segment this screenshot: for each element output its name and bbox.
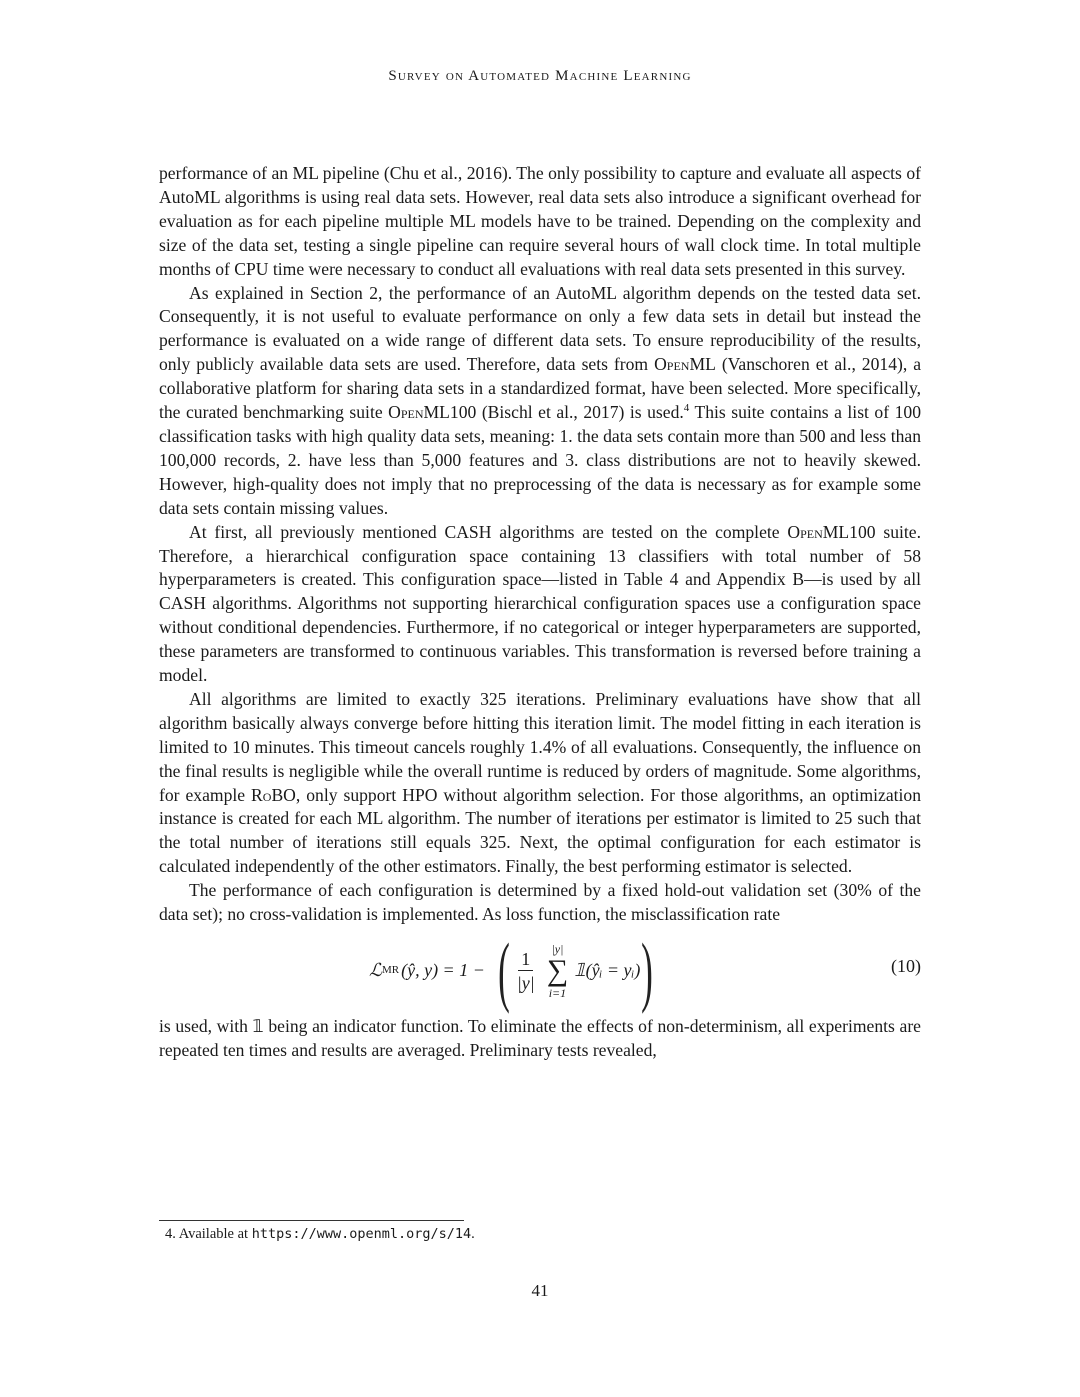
openml-name: OpenML <box>654 354 716 375</box>
footnote-rule <box>159 1220 464 1221</box>
openml100-name: OpenML100 <box>388 402 477 423</box>
loss-symbol: ℒ <box>369 960 382 981</box>
footnote-url[interactable]: https://www.openml.org/s/14 <box>251 1226 472 1242</box>
summation: |y| ∑ i=1 <box>546 942 569 1000</box>
paragraph-5: The performance of each configuration is determined by a fixed hold-out validation set (30% of the data set); no cross-validation is implemented. As loss function, the misclassification rate <box>159 880 921 925</box>
paragraph-6: is used, with 𝟙 being an indicator function. To eliminate the effects of non-determinism, all experiments are repeated ten times and results are averaged. Preliminary tests revealed, <box>159 1016 921 1060</box>
body-text <box>159 162 921 1063</box>
equation-args: (ŷ, y) = 1 − <box>401 960 485 981</box>
footnote-marker: 4 <box>683 402 690 415</box>
openml100-name: OpenML100 <box>787 521 876 542</box>
robo-name: RoBO <box>251 784 296 805</box>
fraction: $\frac{1}{|y|}$ <box>516 948 535 993</box>
paragraph-3: At first, all previously mentioned CASH algorithms are tested on the complete OpenML100 suite. Therefore, a hierarchical configuration space containing 13 classifiers with total number of 58 hyperparameters is created. This configuration space—listed in Table 4 and Appendix B—is used by all CASH algorithms. Algorithms not supporting hierarchical configuration spaces use a configuration space without conditional dependencies. Furthermore, if no categorical or integer hyperparameters are supported, these parameters are transformed to continuous variables. This transformation is reversed before training a model. <box>159 521 921 686</box>
equation-body: ℒ MR (ŷ, y) = 1 − ( $\frac{1}{|y|}$ |y| ∑ i=1 𝟙(ŷᵢ = yᵢ) ) <box>369 927 654 1014</box>
paragraph-4: All algorithms are limited to exactly 325 iterations. Preliminary evaluations have show that all algorithm basically always converge before hitting this iteration limit. The model fitting in each iteration is limited to 10 minutes. This timeout cancels roughly 1.4% of all evaluations. Consequently, the influence on the final results is negligible while the overall runtime is reduced by orders of magnitude. Some algorithms, for example RoBO, only support HPO without algorithm selection. For those algorithms, an optimization instance is created for each ML algorithm. The number of iterations per estimator is limited to 25 such that the total number of iterations still equals 325. Next, the optimal configuration for each estimator is calculated independently of the other estimators. Finally, the best performing estimator is selected. <box>159 688 922 877</box>
paragraph-1: performance of an ML pipeline (Chu et al., 2016). The only possibility to capture and evaluate all aspects of AutoML algorithms is using real data sets. However, real data sets also introduce a significant overhead for evaluation as for each pipeline multiple ML models have to be trained. Depending on the complexity and size of the data set, testing a single pipeline can require several hours of wall clock time. In total multiple months of CPU time were necessary to conduct all evaluations with real data sets presented in this survey. <box>159 163 921 279</box>
footnote-4: 4. Available at https://www.openml.org/s/14. <box>165 1226 475 1242</box>
loss-subscript: MR <box>381 964 400 977</box>
paragraph-2: As explained in Section 2, the performance of an AutoML algorithm depends on the tested data set. Consequently, it is not useful to evaluate performance on only a few data sets in detail but instead the performance is evaluated on a wide range of different data sets. To ensure reproducibility of the results, only publicly available data sets are used. Therefore, data sets from OpenML (Vanschoren et al., 2014), a collaborative platform for sharing data sets in a standardized format, have been selected. More specifically, the curated benchmarking suite OpenML100 (Bischl et al., 2017) is used.$^4$ This suite contains a list of 100 classification tasks with high quality data sets, meaning: 1. the data sets contain more than 500 and less than 100,000 records, 2. have less than 5,000 features and 3. class distributions are not to heavily skewed. However, high-quality does not imply that no preprocessing of the data is necessary as for example some data sets contain missing values. <box>159 282 922 518</box>
equation-number: (10) <box>891 956 921 976</box>
equation-10 <box>159 927 921 1015</box>
running-head: Survey on Automated Machine Learning <box>388 68 692 84</box>
page-number: 41 <box>531 1281 549 1300</box>
summand: 𝟙(ŷᵢ = yᵢ) <box>574 960 641 981</box>
